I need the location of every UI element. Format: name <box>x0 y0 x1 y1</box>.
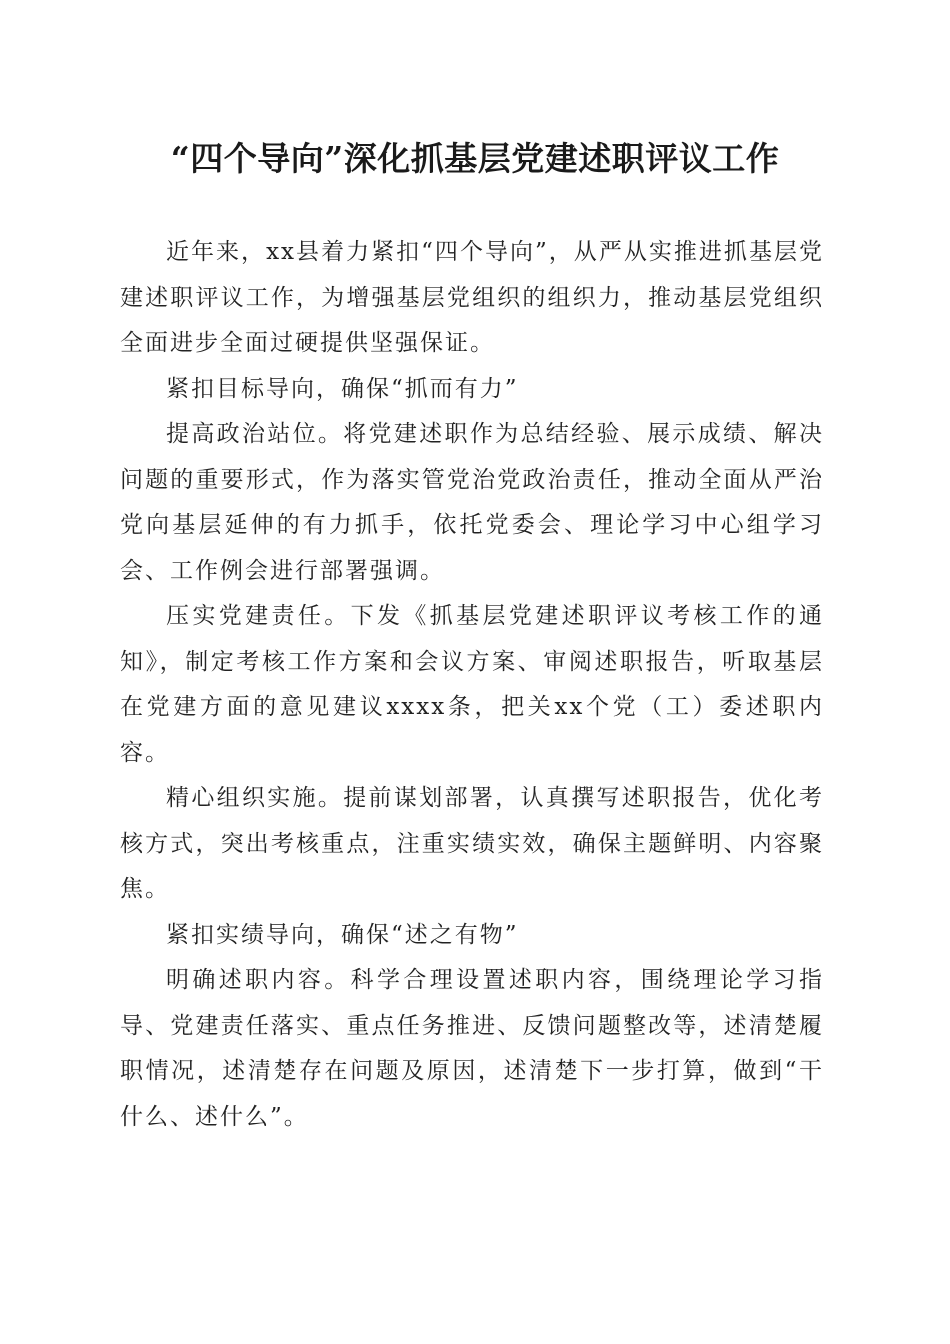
document-title: “四个导向”深化抓基层党建述职评议工作 <box>170 139 780 178</box>
document-body <box>120 230 824 1140</box>
paragraph-intro: 近年来，xx县着力紧扣“四个导向”，从严从实推进抓基层党建述职评议工作，为增强基层党组织的组织力，推动基层党组织全面进步全面过硬提供坚强保证。 <box>120 239 824 356</box>
paragraph-implementation: 精心组织实施。提前谋划部署，认真撰写述职报告，优化考核方式，突出考核重点，注重实绩实效，确保主题鲜明、内容聚焦。 <box>120 785 824 902</box>
paragraph-political-stance: 提高政治站位。将党建述职作为总结经验、展示成绩、解决问题的重要形式，作为落实管党治党政治责任，推动全面从严治党向基层延伸的有力抓手，依托党委会、理论学习中心组学习会、工作例会进行部署强调。 <box>120 421 824 584</box>
section-heading-goal-orientation: 紧扣目标导向，确保“抓而有力” <box>166 375 519 402</box>
paragraph-report-content: 明确述职内容。科学合理设置述职内容，围绕理论学习指导、党建责任落实、重点任务推进、反馈问题整改等，述清楚履职情况，述清楚存在问题及原因，述清楚下一步打算，做到“干什么、述什么”。 <box>120 967 824 1130</box>
paragraph-responsibility: 压实党建责任。下发《抓基层党建述职评议考核工作的通知》，制定考核工作方案和会议方案、审阅述职报告，听取基层在党建方面的意见建议xxxx条，把关xx个党（工）委述职内容。 <box>120 603 824 766</box>
section-heading-performance-orientation: 紧扣实绩导向，确保“述之有物” <box>166 921 519 948</box>
